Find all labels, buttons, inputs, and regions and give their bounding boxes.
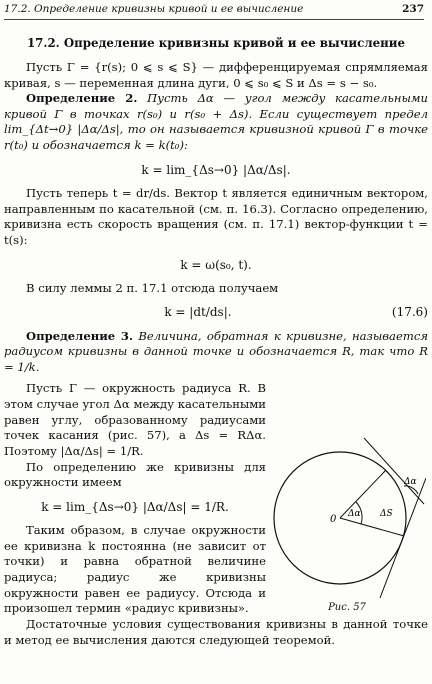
- figure-57-drawing: [268, 424, 426, 600]
- definition-2: [4, 91, 428, 154]
- radius-2: [340, 518, 404, 536]
- paragraph-sufficient-conditions: Достаточные условия существования кривизны в данной точке и метод ее вычисления даются следующей теоремой.: [4, 616, 428, 647]
- definition-3-text: Величина, обратная к кривизне, называется радиусом кривизны в данной точке и обозначается R, так что R = 1/k.: [4, 328, 428, 374]
- definition-2-text: Пусть Δα — угол между касательными кривой Γ в точках r(s₀) и r(s₀ + Δs). Если существует предел lim_{Δt→0} |Δα/Δs|, то он называется кривизной кривой Γ в точке r(t₀) и обозначается k = k(t₀):: [4, 91, 429, 153]
- definition-3-label: Определение 3.: [26, 328, 133, 343]
- running-title: 17.2. Определение кривизны кривой и ее вычисление: [4, 3, 304, 15]
- tangent-2: [380, 478, 426, 598]
- running-header: [4, 3, 424, 20]
- page-number: 237: [402, 3, 424, 15]
- paragraph-circle: Пусть Γ — окружность радиуса R. В этом случае угол Δα между касательными равен углу, образованному радиусами точек касания (рис. 57), а Δs = RΔα. Поэтому |Δα/Δs| = 1/R.: [4, 381, 266, 459]
- definition-3: [4, 329, 428, 376]
- inner-angle-label: Δα: [348, 509, 361, 519]
- outer-angle-label: Δα: [404, 477, 417, 487]
- circle-example-column: [4, 381, 266, 617]
- equation-number: (17.6): [391, 305, 428, 320]
- arc-label: ΔS: [380, 509, 393, 519]
- center-label: 0: [330, 514, 337, 525]
- definition-2-label: Определение 2.: [26, 91, 138, 106]
- formula-omega: k = ω(s₀, t).: [180, 257, 252, 272]
- section-title: 17.2. Определение кривизны кривой и ее вычисление: [26, 36, 406, 50]
- formula-17-6-expr: k = |dt/ds|.: [164, 305, 232, 320]
- formula-curvature-limit: k = lim_{Δs→0} |Δα/Δs|.: [141, 162, 291, 177]
- paragraph-by-definition: По определению же кривизны для окружности имеем: [4, 459, 266, 490]
- figure-caption: Рис. 57: [328, 602, 366, 613]
- paragraph-conclusion: Таким образом, в случае окружности ее кривизна k постоянна (не зависит от точки) и равна обратной величине радиуса; радиус же кривизны окружности равен ее радиусу. Отсюда и произошел термин «радиус кривизны».: [4, 523, 266, 616]
- tangent-1: [364, 438, 424, 504]
- paragraph-tangent: Пусть теперь t = dr/ds. Вектор t является единичным вектором, направленным по касательной (см. п. 16.3). Согласно определению, кривизна есть скорость вращения (см. п. 17.1) вектор-функции t = t(s):: [4, 185, 428, 247]
- paragraph-intro: Пусть Γ = {r(s); 0 ⩽ s ⩽ S} — дифференцируемая спрямляемая кривая, s — переменная длина дуги, 0 ⩽ s₀ ⩽ S и Δs = s − s₀.: [4, 59, 428, 90]
- formula-circle-curvature: k = lim_{Δs→0} |Δα/Δs| = 1/R.: [41, 499, 229, 514]
- paragraph-lemma: В силу леммы 2 п. 17.1 отсюда получаем: [26, 280, 279, 295]
- figure-57: [268, 424, 426, 624]
- paragraph-conclusion-start: [4, 523, 266, 617]
- formula-17-6: [4, 304, 428, 320]
